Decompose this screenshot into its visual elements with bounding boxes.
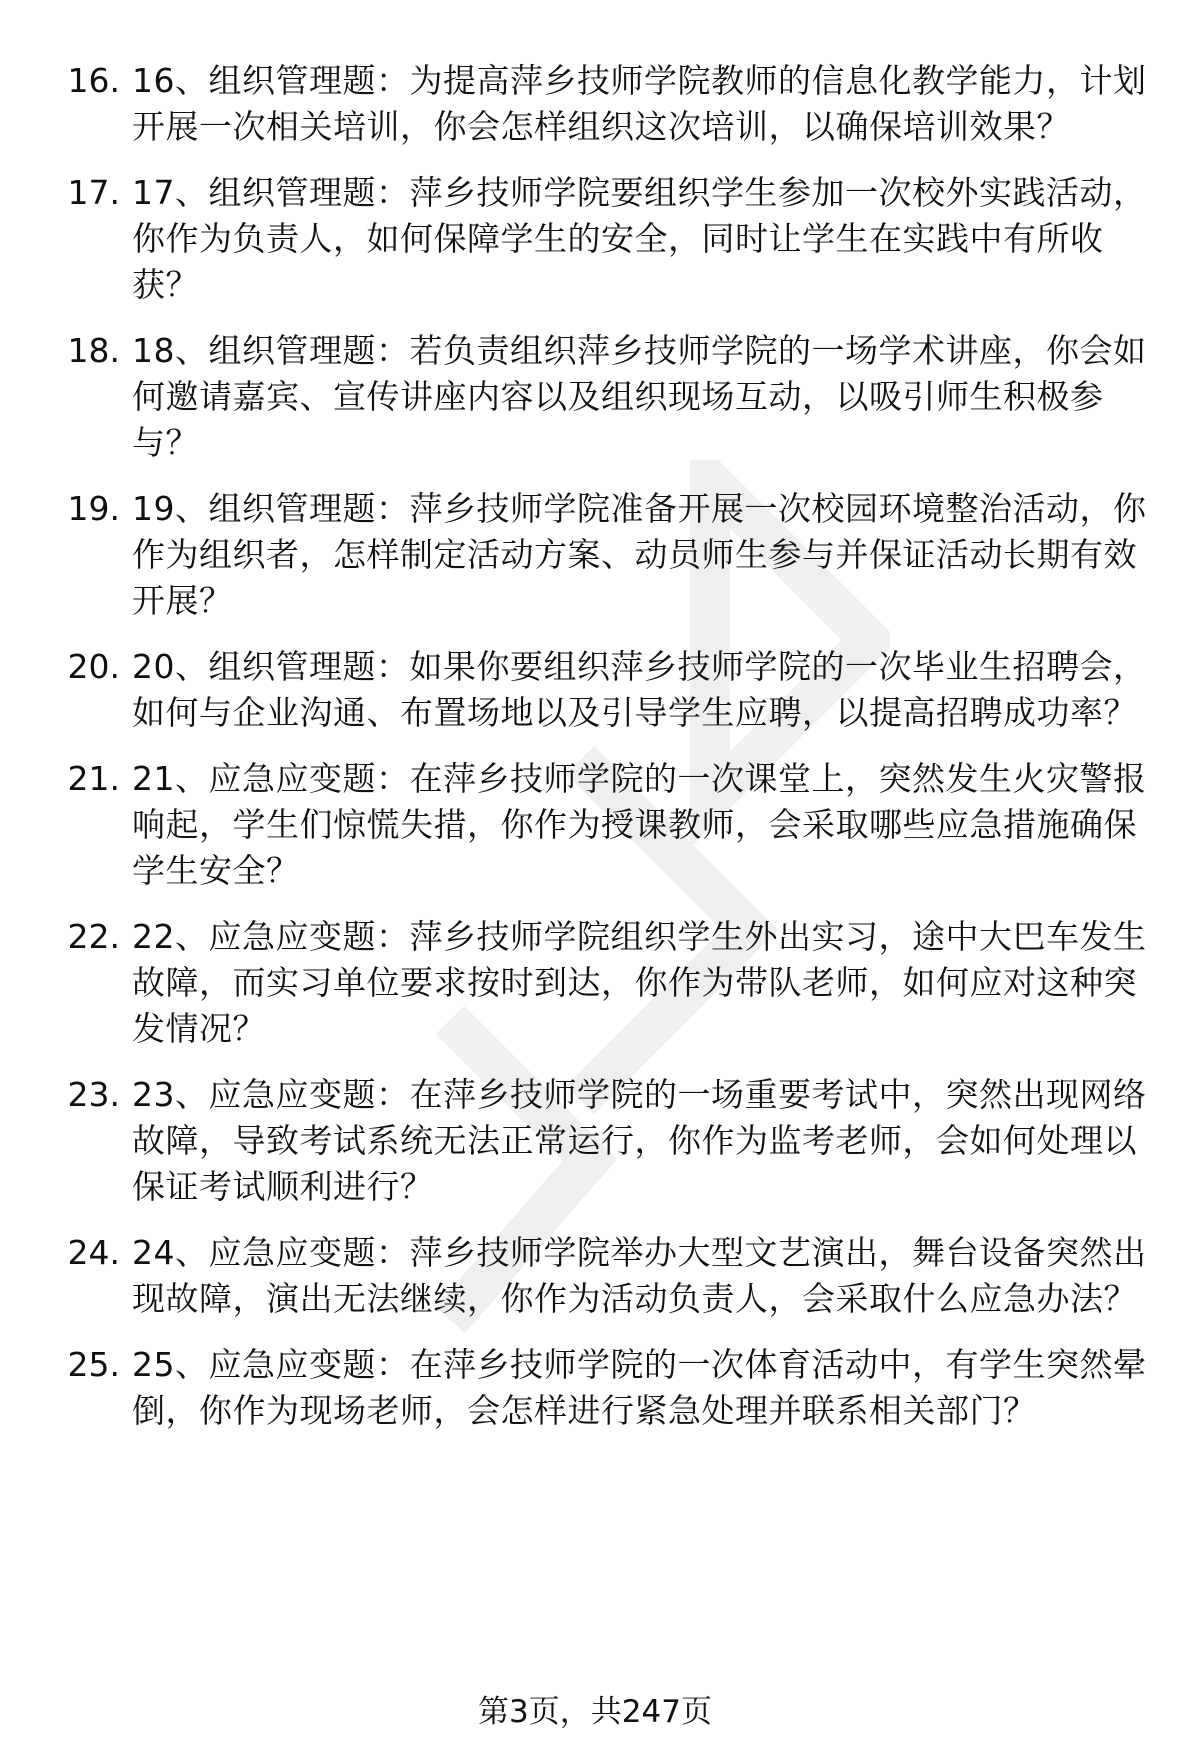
item-number: 23. bbox=[67, 1075, 120, 1114]
item-text: 20、组织管理题：如果你要组织萍乡技师学院的一次毕业生招聘会，如何与企业沟通、布置场地以及引导学生应聘，以提高招聘成功率？ bbox=[132, 647, 1147, 732]
list-item bbox=[0, 1230, 1190, 1322]
item-number: 17. bbox=[67, 173, 120, 212]
item-text: 17、组织管理题：萍乡技师学院要组织学生参加一次校外实践活动，你作为负责人，如何保障学生的安全，同时让学生在实践中有所收获？ bbox=[132, 173, 1147, 304]
item-text: 24、应急应变题：萍乡技师学院举办大型文艺演出，舞台设备突然出现故障，演出无法继续，你作为活动负责人，会采取什么应急办法？ bbox=[132, 1233, 1147, 1318]
question-list bbox=[0, 58, 1190, 1454]
list-item bbox=[0, 486, 1190, 624]
item-number: 18. bbox=[67, 331, 120, 370]
item-text: 18、组织管理题：若负责组织萍乡技师学院的一场学术讲座，你会如何邀请嘉宾、宣传讲座内容以及组织现场互动，以吸引师生积极参与？ bbox=[132, 331, 1147, 462]
list-item bbox=[0, 328, 1190, 466]
item-number: 20. bbox=[67, 647, 120, 686]
list-item bbox=[0, 756, 1190, 894]
item-text: 19、组织管理题：萍乡技师学院准备开展一次校园环境整治活动，你作为组织者，怎样制定活动方案、动员师生参与并保证活动长期有效开展？ bbox=[132, 489, 1147, 620]
item-number: 21. bbox=[67, 759, 120, 798]
item-number: 25. bbox=[67, 1345, 120, 1384]
list-item bbox=[0, 644, 1190, 736]
item-text: 21、应急应变题：在萍乡技师学院的一次课堂上，突然发生火灾警报响起，学生们惊慌失措，你作为授课教师，会采取哪些应急措施确保学生安全？ bbox=[132, 759, 1147, 890]
item-number: 19. bbox=[67, 489, 120, 528]
list-item bbox=[0, 1342, 1190, 1434]
list-item bbox=[0, 58, 1190, 150]
item-text: 23、应急应变题：在萍乡技师学院的一场重要考试中，突然出现网络故障，导致考试系统无法正常运行，你作为监考老师，会如何处理以保证考试顺利进行？ bbox=[132, 1075, 1147, 1206]
item-number: 16. bbox=[67, 61, 120, 100]
item-text: 16、组织管理题：为提高萍乡技师学院教师的信息化教学能力，计划开展一次相关培训，你会怎样组织这次培训，以确保培训效果？ bbox=[132, 61, 1147, 146]
page-footer: 第3页，共247页 bbox=[478, 1694, 712, 1730]
item-text: 22、应急应变题：萍乡技师学院组织学生外出实习，途中大巴车发生故障，而实习单位要求按时到达，你作为带队老师，如何应对这种突发情况？ bbox=[132, 917, 1147, 1048]
item-text: 25、应急应变题：在萍乡技师学院的一次体育活动中，有学生突然晕倒，你作为现场老师，会怎样进行紧急处理并联系相关部门？ bbox=[132, 1345, 1147, 1430]
item-number: 24. bbox=[67, 1233, 120, 1272]
item-number: 22. bbox=[67, 917, 120, 956]
list-item bbox=[0, 1072, 1190, 1210]
list-item bbox=[0, 914, 1190, 1052]
list-item bbox=[0, 170, 1190, 308]
